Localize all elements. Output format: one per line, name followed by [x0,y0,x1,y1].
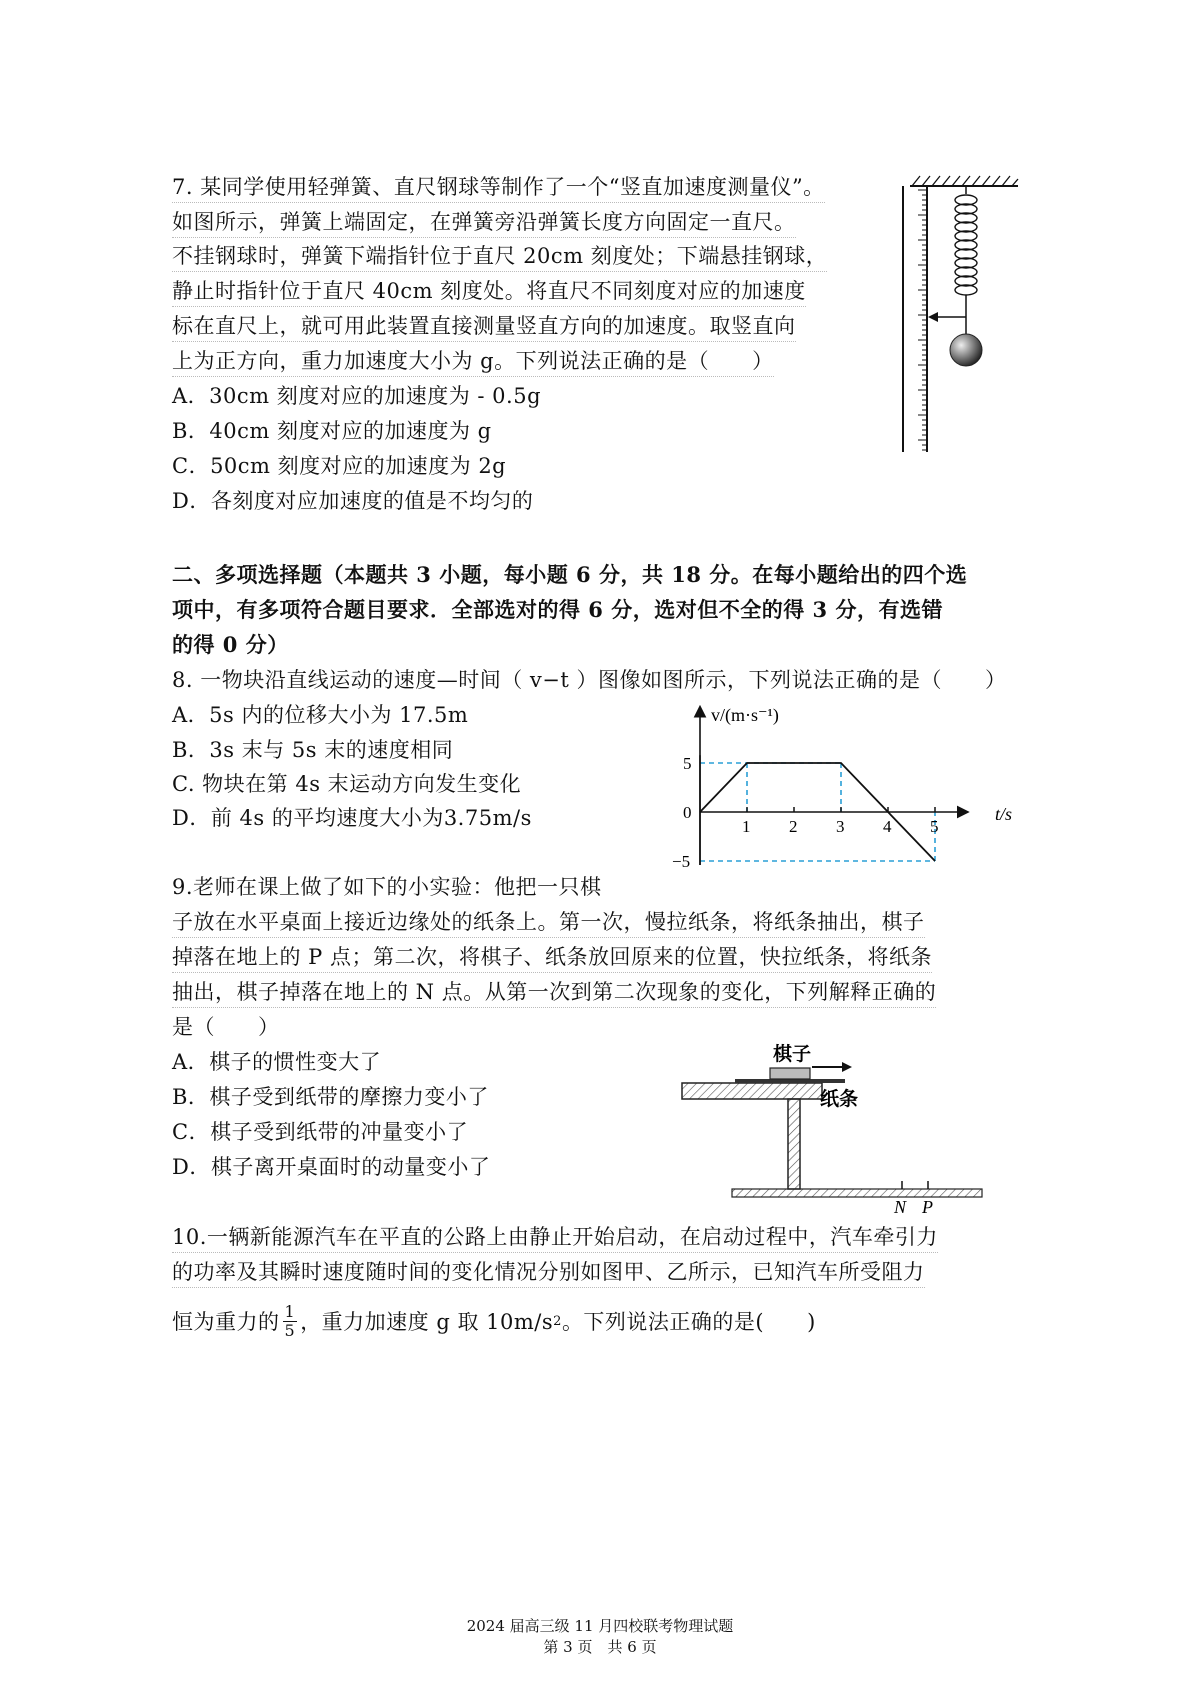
q10-text-b: ，重力加速度 g 取 10m/s [300,1309,554,1334]
q9-line-4: 抽出，棋子掉落在地上的 N 点。从第一次到第二次现象的变化，下列解释正确的 [172,977,936,1008]
label-paper-strip: 纸条 [820,1088,859,1110]
q7-option-c: C．50cm 刻度对应的加速度为 2g [172,454,507,478]
q10-line-1: 10.一辆新能源汽车在平直的公路上由静止开始启动，在启动过程中，汽车牵引力 [172,1222,938,1253]
section2-line-2: 项中，有多项符合题目要求．全部选对的得 6 分，选对但不全的得 3 分，有选错 [172,597,943,622]
q7-line-3: 不挂钢球时，弹簧下端指针位于直尺 20cm 刻度处；下端悬挂钢球， [172,241,827,272]
chart-ylabel: v/(m·s⁻¹) [711,705,779,725]
q9-option-c: C．棋子受到纸带的冲量变小了 [172,1120,469,1144]
q7-line-6: 上为正方向，重力加速度大小为 g。下列说法正确的是（ ） [172,346,774,377]
footer-page: 第 3 页 共 6 页 [543,1638,657,1656]
q9-line-1: 9.老师在课上做了如下的小实验：他把一只棋 [172,875,602,899]
q10-text-a: 恒为重力的 [172,1309,280,1334]
label-chess-piece: 棋子 [773,1043,812,1065]
q8-option-b: B．3s 末与 5s 末的速度相同 [172,738,454,762]
q10-fraction [283,1303,298,1340]
q10-sup: 2 [553,1313,562,1329]
q9-line-5: 是（ ） [172,1015,280,1039]
q7-option-b: B．40cm 刻度对应的加速度为 g [172,419,492,443]
q7-line-1: 7. 某同学使用轻弹簧、直尺钢球等制作了一个“竖直加速度测量仪”。 [172,172,825,203]
q7-option-a: A．30cm 刻度对应的加速度为 - 0.5g [172,384,542,408]
q7-line-5: 标在直尺上，就可用此装置直接测量竖直方向的加速度。取竖直向 [172,311,796,342]
q7-line-4: 静止时指针位于直尺 40cm 刻度处。将直尺不同刻度对应的加速度 [172,276,806,307]
q8-option-c: C. 物块在第 4s 末运动方向发生变化 [172,772,522,796]
q7-line-2: 如图所示，弹簧上端固定，在弹簧旁沿弹簧长度方向固定一直尺。 [172,207,796,238]
section2-line-1: 二、多项选择题（本题共 3 小题，每小题 6 分，共 18 分。在每小题给出的四个选 [172,562,968,587]
vt-chart [655,700,1035,880]
q10-text-c: 。下列说法正确的是( ) [561,1309,816,1334]
x-tick-label: 2 [789,817,798,836]
footer-title: 2024 届高三级 11 月四校联考物理试题 [466,1617,734,1635]
y-tick-label: −5 [672,852,691,871]
x-tick-label: 1 [742,817,751,836]
q10-frac-den: 5 [284,1321,296,1340]
label-N: N [894,1197,907,1215]
label-P: P [922,1197,933,1215]
x-tick-label: 4 [883,817,892,836]
q9-line-2: 子放在水平桌面上接近边缘处的纸条上。第一次，慢拉纸条，将纸条抽出，棋子 [172,907,925,938]
spring-ruler-figure [890,172,1030,457]
y-tick-label: 0 [683,803,692,822]
q8-option-d: D．前 4s 的平均速度大小为3.75m/s [172,806,532,830]
q10-frac-num: 1 [284,1302,296,1321]
q9-option-d: D．棋子离开桌面时的动量变小了 [172,1155,491,1179]
chart-xlabel: t/s [995,804,1013,824]
q9-line-3: 掉落在地上的 P 点；第二次，将棋子、纸条放回原来的位置，快拉纸条，将纸条 [172,942,932,973]
q9-option-a: A．棋子的惯性变大了 [172,1050,382,1074]
q10-line-3 [172,1303,816,1340]
x-tick-label: 5 [930,817,939,836]
q8-option-a: A．5s 内的位移大小为 17.5m [172,703,469,727]
q10-line-2: 的功率及其瞬时速度随时间的变化情况分别如图甲、乙所示，已知汽车所受阻力 [172,1257,925,1288]
q9-option-b: B．棋子受到纸带的摩擦力变小了 [172,1085,489,1109]
section2-line-3: 的得 0 分） [172,632,289,657]
y-tick-label: 5 [683,754,692,773]
x-tick-label: 3 [836,817,845,836]
table-piece-figure [680,1040,990,1215]
q7-option-d: D．各刻度对应加速度的值是不均匀的 [172,489,534,513]
q8-stem: 8. 一物块沿直线运动的速度—时间（ v−t ）图像如图所示，下列说法正确的是（ ） [172,668,1007,692]
